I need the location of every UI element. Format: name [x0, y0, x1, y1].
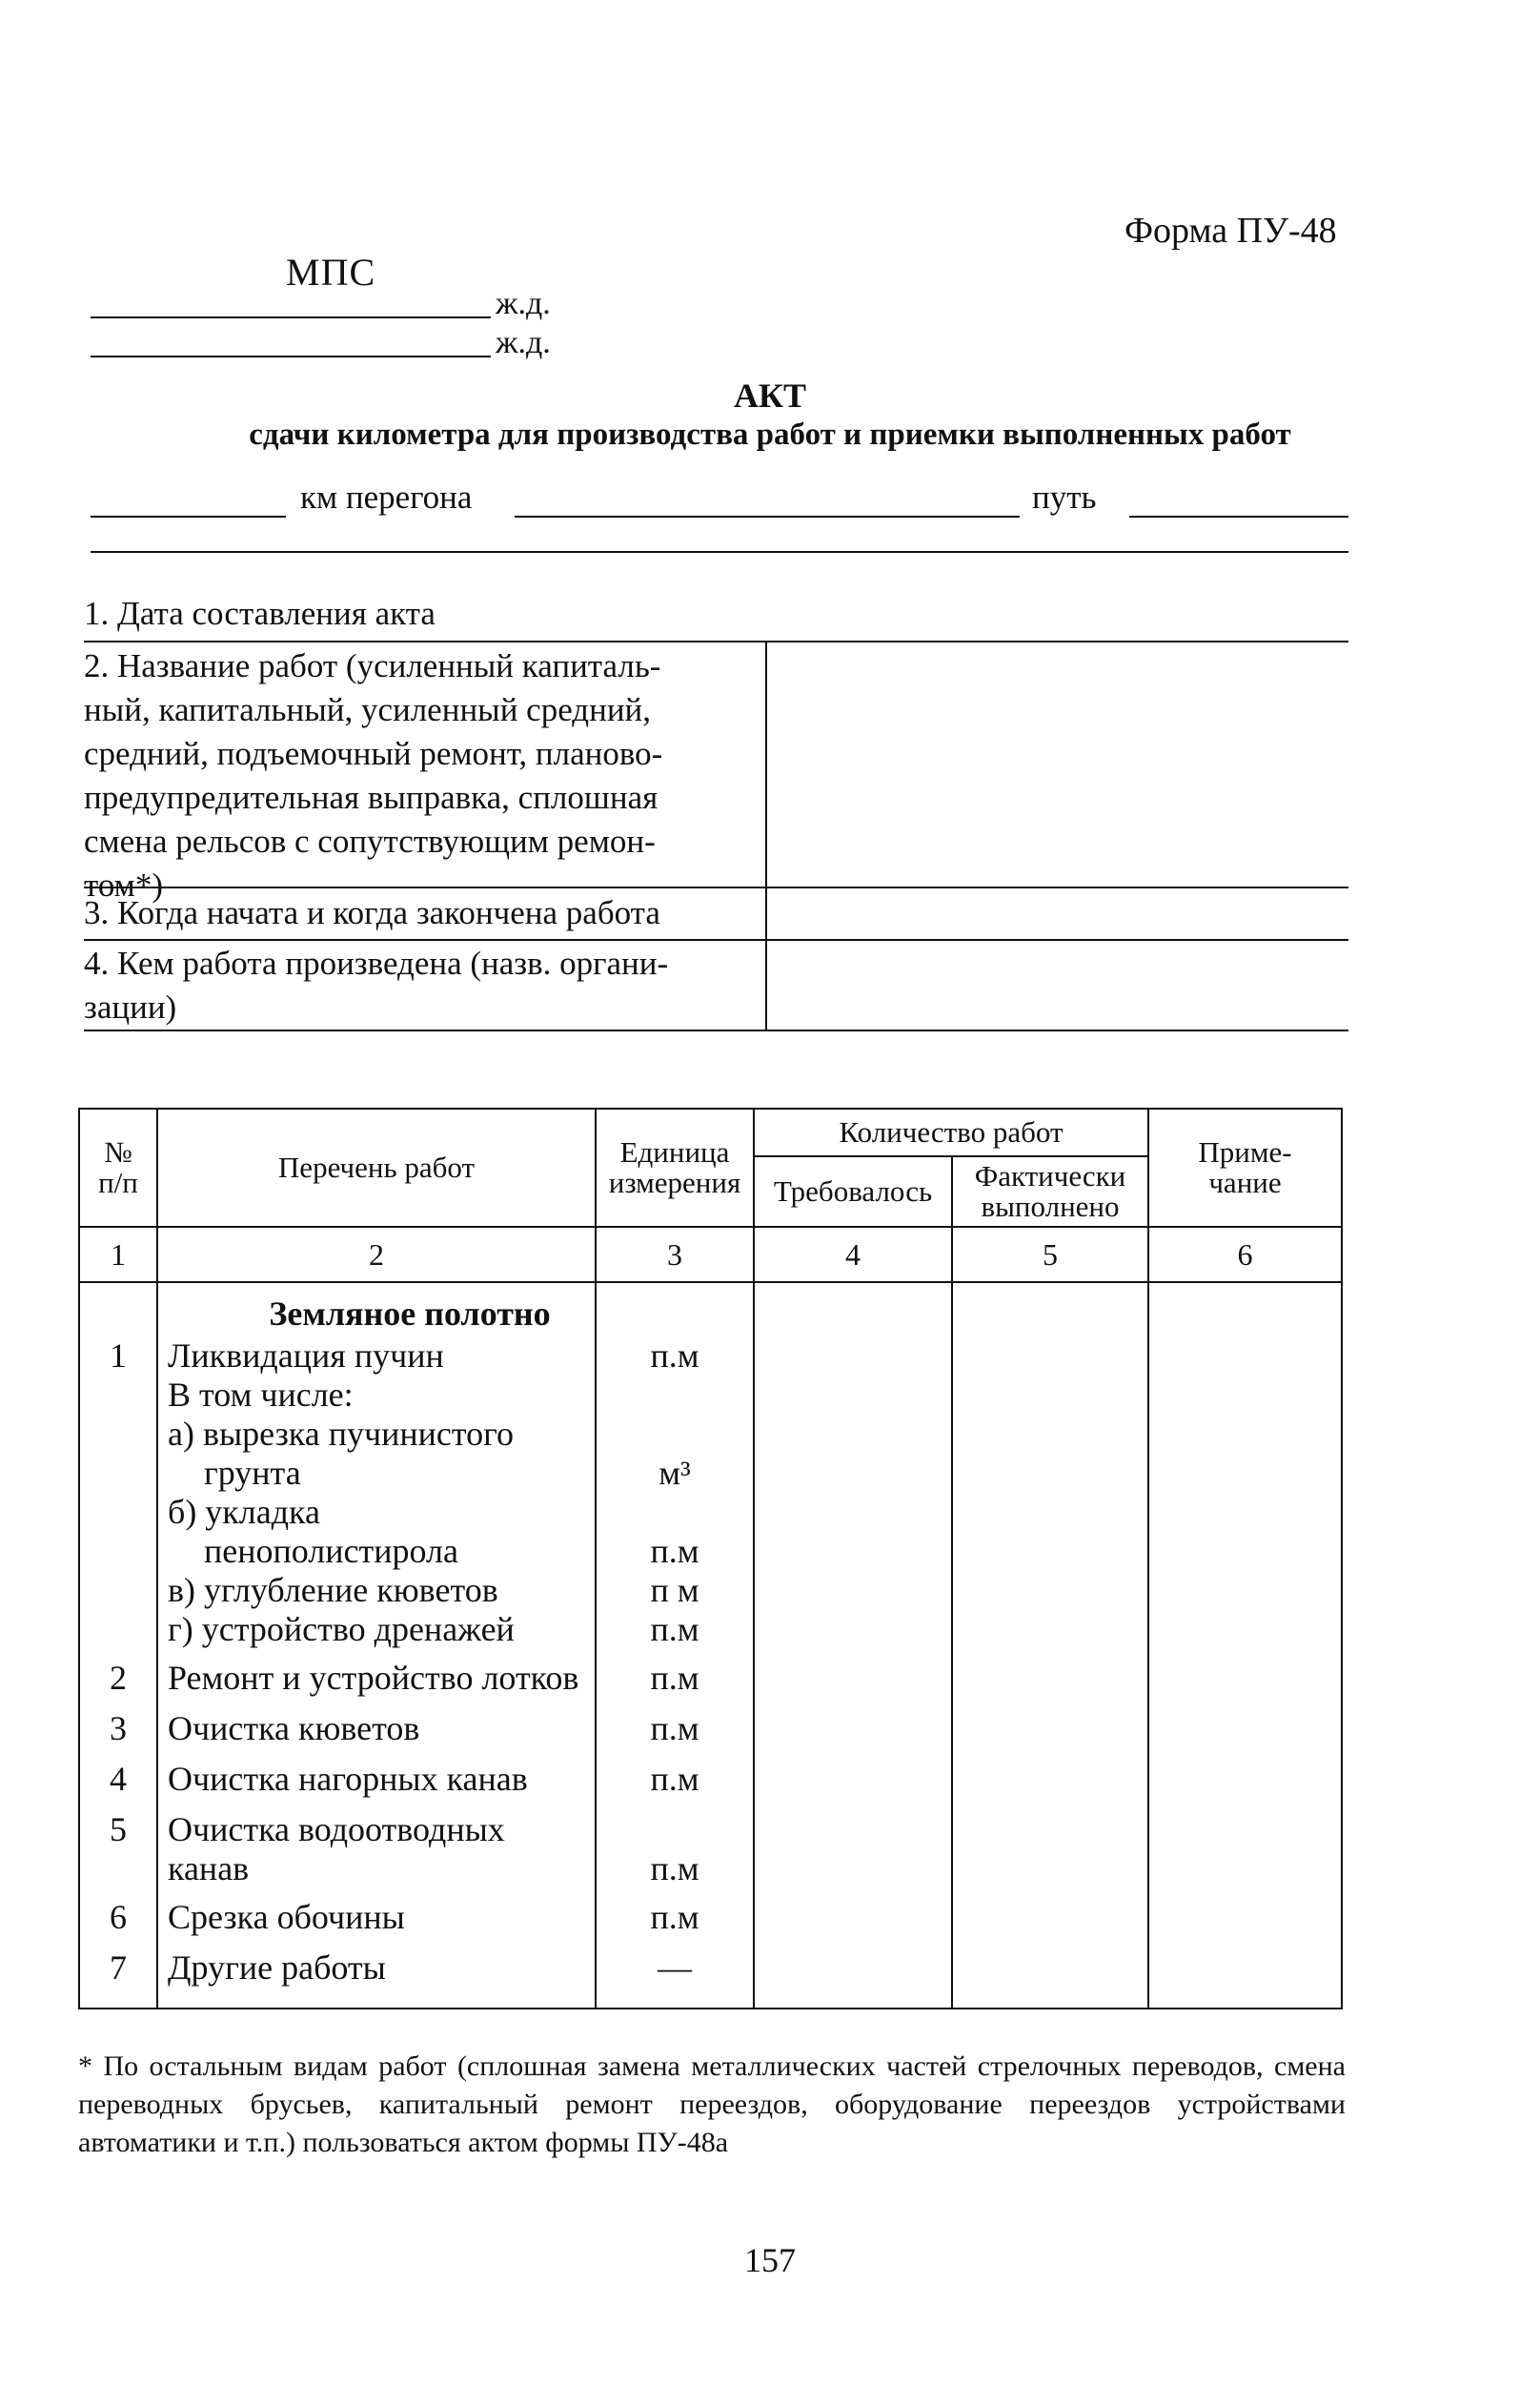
column-number: 2: [157, 1227, 596, 1282]
header-required: Требовалось: [754, 1156, 952, 1227]
column-number: 3: [596, 1227, 754, 1282]
work-item: г) устройство дренажей: [168, 1610, 515, 1648]
unit-value: п.м: [650, 1898, 699, 1936]
info-item-date: 1. Дата составления акта: [84, 595, 436, 632]
work-item: Ремонт и устройство лотков: [168, 1659, 579, 1697]
unit-value: п м: [650, 1571, 699, 1609]
info-divider: [84, 939, 1348, 941]
section-title: Земляное полотно: [269, 1295, 551, 1333]
header-quantity: Количество работ: [754, 1109, 1148, 1156]
footnote: * По остальным видам работ (сплошная замена металлических частей стрелочных переводов, смена переводных брусьев, капитальный ремонт переездов, оборудование переездов устройствами автоматики и т.п.) пользоваться актом формы ПУ-48а: [78, 2050, 1346, 2158]
unit-value: п.м: [650, 1760, 699, 1798]
work-item: а) вырезка пучинистого: [168, 1415, 514, 1453]
page-number: 157: [744, 2241, 796, 2279]
unit-value: п.м: [650, 1849, 699, 1887]
form-code: Форма ПУ-48: [1125, 211, 1337, 251]
act-subtitle: сдачи километра для производства работ и приемки выполненных работ: [249, 418, 1291, 452]
work-item: Очистка водоотводных: [168, 1810, 505, 1848]
track-blank[interactable]: [1129, 516, 1348, 518]
info-item-performer: 4. Кем работа произведена (назв. органи- зации): [84, 945, 669, 1026]
work-item: Очистка кюветов: [168, 1709, 420, 1747]
info-item-dates-of-work: 3. Когда начата и когда закончена работа: [84, 894, 660, 931]
unit-value: —: [658, 1948, 692, 1987]
info-divider: [84, 1030, 1348, 1031]
header-unit: Единица измерения: [596, 1109, 754, 1227]
unit-value: п.м: [650, 1532, 699, 1570]
act-title: АКТ: [733, 377, 807, 415]
column-number: 4: [754, 1227, 952, 1282]
info-divider: [84, 641, 1348, 642]
unit-value: п.м: [650, 1709, 699, 1747]
info-item-work-name: 2. Название работ (усиленный капиталь- ный, капитальный, усиленный средний, средний, подъемочный ремонт, планово- предупредительная выправка, сплошная смена рельсов с сопутствующим ремон- том*): [84, 647, 663, 904]
units-column: [596, 1282, 754, 2009]
header-note: Приме- чание: [1148, 1109, 1342, 1227]
info-column-divider: [765, 641, 767, 1030]
work-item: Очистка нагорных канав: [168, 1760, 528, 1798]
row-numbers: 1 2 3 4 5 6 7: [79, 1282, 157, 2009]
work-item: канав: [168, 1849, 250, 1887]
work-item: Ликвидация пучин: [168, 1336, 444, 1375]
railway-suffix-2: ж.д.: [496, 325, 551, 360]
work-item: в) углубление кюветов: [168, 1571, 498, 1609]
unit-value: п.м: [650, 1659, 699, 1697]
work-item: Срезка обочины: [168, 1898, 405, 1936]
actual-column[interactable]: [952, 1282, 1148, 2009]
railway-suffix-1: ж.д.: [496, 286, 551, 321]
ministry-label: МПС: [286, 251, 376, 294]
track-label: путь: [1032, 479, 1097, 516]
unit-value: м³: [659, 1454, 691, 1492]
railway-blank-2[interactable]: [91, 356, 491, 357]
work-item: В том числе:: [168, 1376, 354, 1414]
work-item: б) укладка: [168, 1493, 320, 1531]
unit-value: п.м: [650, 1336, 699, 1375]
km-label: км перегона: [300, 479, 473, 516]
required-column[interactable]: [754, 1282, 952, 2009]
header-actual: Фактически выполнено: [952, 1156, 1148, 1227]
unit-value: п.м: [650, 1610, 699, 1648]
info-divider: [84, 887, 1348, 888]
work-item: пенополистирола: [204, 1532, 458, 1570]
work-item: Другие работы: [168, 1948, 386, 1987]
work-item: грунта: [204, 1454, 301, 1492]
km-blank[interactable]: [91, 516, 286, 518]
header-works-list: Перечень работ: [157, 1109, 596, 1227]
note-column[interactable]: [1148, 1282, 1342, 2009]
railway-blank-1[interactable]: [91, 316, 491, 318]
column-number: 1: [79, 1227, 157, 1282]
works-list-column: [157, 1282, 596, 2009]
column-number: 6: [1148, 1227, 1342, 1282]
column-number: 5: [952, 1227, 1148, 1282]
extra-blank-line[interactable]: [91, 551, 1348, 553]
stretch-blank[interactable]: [515, 516, 1020, 518]
header-num: № п/п: [79, 1109, 157, 1227]
works-table: [78, 1108, 1343, 2009]
